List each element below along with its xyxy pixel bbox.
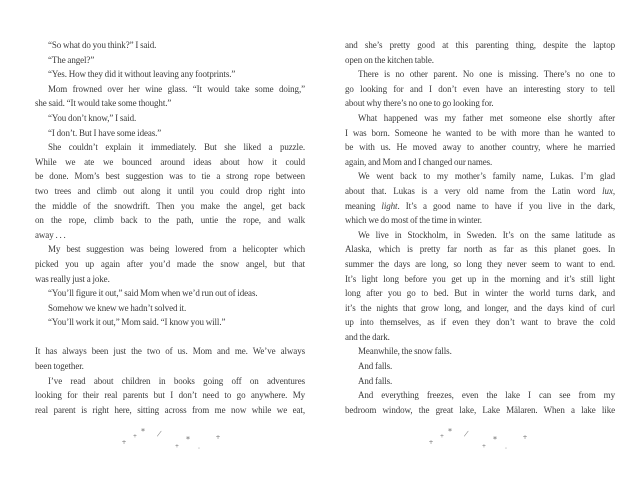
text-line: been together. (35, 361, 84, 372)
text-line: I’ve read about children in books going off on adventures (48, 375, 305, 386)
snow-speck-icon: + (174, 443, 180, 450)
text-line: It has always been just the two of us. Mom and me. We’ve always (35, 346, 305, 357)
text-line: Alaska, which is pretty far north as far as this planet goes. In (345, 244, 615, 255)
text-line: Meanwhile, the snow falls. (358, 346, 452, 357)
text-line: And falls. (358, 375, 393, 386)
text-line: up into themselves, as if even they don’t want to brave the cold (345, 317, 615, 328)
text-line: What happened was my father met someone else shortly after (358, 112, 615, 123)
text-line: It’s light long before you get up in the morning and it’s still light (345, 273, 615, 284)
text-line: it’s the nights that grow long, and longer, and the days kind of curl (345, 302, 615, 313)
text-line: two trees and climb out along it until you could drop right into (35, 185, 305, 196)
italic-text: light (381, 200, 398, 211)
snow-speck-icon: * (448, 427, 452, 436)
falling-flake-icon: / (463, 428, 469, 439)
text-line: picked you up again after you’d made the snow angel, but that (35, 258, 305, 269)
text-line: she said. “It would take some thought.” (35, 98, 172, 109)
text-line: My best suggestion was being lowered from a helicopter which (48, 244, 305, 255)
text-line: “The angel?” (48, 54, 95, 65)
text-line: meaning light. It’s a good name to have if you live in the dark, (345, 200, 615, 211)
text-line: looking for their real parents but I don’t need to go anywhere. My (35, 390, 305, 401)
text-line: real parent is right here, sitting across from me now while we eat, (35, 404, 305, 415)
text-line: be with us. He moved away to another country, where he married (345, 142, 615, 153)
snow-speck-icon: + (481, 443, 487, 450)
text-line: There is no other parent. No one is missing. There’s no one to (358, 69, 615, 80)
text-line: Mom frowned over her wine glass. “It would take some doing,” (48, 83, 305, 94)
text-line: open on the kitchen table. (345, 54, 434, 65)
text-line: “You’ll work it out,” Mom said. “I know you will.” (48, 317, 226, 328)
text-line: bedroom window, the great lake, Lake Mälaren. When a lake like (345, 404, 615, 415)
text-line: We went back to my mother’s family name, Lukas. I’m glad (358, 171, 615, 182)
text-line: “So what do you think?” I said. (48, 40, 157, 50)
blank-line (35, 330, 305, 345)
text-line: And everything freezes, even the lake I can see from my (358, 390, 615, 401)
snow-speck-icon: * (141, 427, 145, 436)
text-line: summer the days are long, so long they never seem to want to end. (345, 258, 615, 269)
text-line: and she’s pretty good at this parenting thing, despite the laptop (345, 40, 615, 50)
snow-speck-icon: + (428, 439, 434, 446)
snow-speck-icon: * (186, 435, 190, 444)
text-line: We live in Stockholm, in Sweden. It’s on the same latitude as (358, 229, 615, 240)
snow-speck-icon: · (504, 444, 508, 453)
snow-speck-icon: + (439, 433, 445, 440)
right-page-text (345, 38, 615, 417)
text-line: She couldn’t explain it immediately. But she liked a puzzle. (48, 142, 305, 153)
italic-text: lux (602, 185, 613, 196)
text-line: about why there’s no one to go looking for. (345, 98, 494, 109)
left-page-text (35, 38, 305, 417)
right-page (320, 0, 640, 480)
snow-speck-icon: + (215, 434, 221, 441)
text-line: again, and Mom and I changed our names. (345, 156, 493, 167)
text-line: Somehow we knew we hadn’t solved it. (48, 302, 187, 313)
text-line: and the dark. (345, 331, 390, 342)
snow-speck-icon: * (493, 435, 497, 444)
text-line: the middle of the snowdrift. Then you make the angel, get back (35, 200, 305, 211)
text-line: which we do most of the time in winter. (345, 215, 482, 226)
text-line: long after you go to bed. But in winter the world turns dark, and (345, 288, 615, 299)
text-line: “You don’t know,” I said. (48, 112, 137, 123)
snow-speck-icon: + (522, 434, 528, 441)
text-line: While we ate we bounced around ideas about how it could (35, 156, 305, 167)
text-line: “I don’t. But I have some ideas.” (48, 127, 162, 138)
text-line: about that. Lukas is a very old name from the Latin word lux, (345, 185, 615, 196)
text-line: go looking for and I don’t even have an interesting story to tell (345, 83, 615, 94)
text-line: be done. Mom’s best suggestion was to tie a strong rope between (35, 171, 305, 182)
text-line: away . . . (35, 229, 66, 240)
text-line: “You’ll figure it out,” said Mom when we’d run out of ideas. (48, 288, 258, 299)
falling-flake-icon: / (156, 428, 162, 439)
snow-speck-icon: + (121, 439, 127, 446)
text-line: I was born. Someone he wanted to be with more than he wanted to (345, 127, 615, 138)
text-line: on the rope, climb back to the path, untie the rope, and walk (35, 215, 305, 226)
text-line: “Yes. How they did it without leaving any footprints.” (48, 69, 236, 80)
snow-speck-icon: · (197, 444, 201, 453)
snow-speck-icon: + (132, 433, 138, 440)
text-line: And falls. (358, 361, 393, 372)
text-line: was really just a joke. (35, 273, 110, 284)
